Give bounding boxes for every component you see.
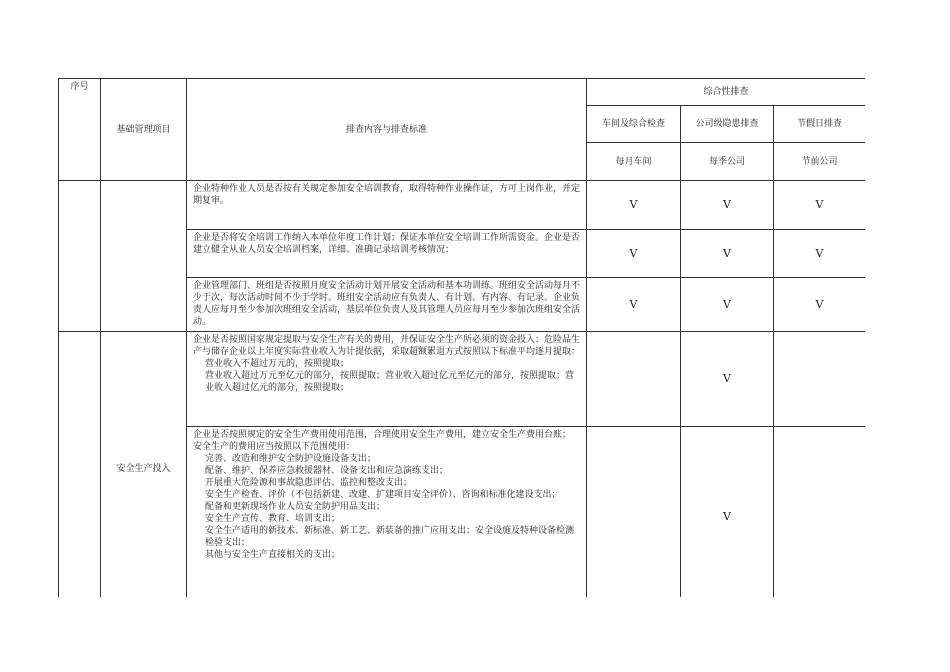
header-content-standard: 排查内容与排查标准: [187, 79, 587, 181]
inspection-table-page: [58, 78, 865, 597]
empty-cell: [774, 332, 866, 427]
row-content: 企业特种作业人员是否按有关规定参加安全培训教育，取得特种作业操作证，方可上岗作业，并定期复审。: [187, 181, 587, 230]
check-mark: V: [774, 230, 866, 278]
freq-pre-holiday-company: 节前公司: [774, 143, 866, 181]
empty-cell: [774, 427, 866, 598]
header-company-inspection: 公司级隐患排查: [681, 106, 774, 143]
serial-cell: [59, 332, 101, 598]
check-mark: V: [681, 332, 774, 427]
check-mark: V: [681, 230, 774, 278]
table-row: [59, 332, 866, 427]
check-mark: V: [681, 278, 774, 332]
freq-quarterly-company: 每季公司: [681, 143, 774, 181]
check-mark: V: [587, 278, 681, 332]
check-mark: V: [587, 181, 681, 230]
item-cell: [101, 181, 187, 332]
check-mark: V: [774, 181, 866, 230]
check-mark: V: [774, 278, 866, 332]
check-mark: V: [681, 427, 774, 598]
check-mark: V: [587, 230, 681, 278]
header-holiday-inspection: 节假日排查: [774, 106, 866, 143]
header-serial-no: 序号: [59, 79, 101, 181]
empty-cell: [587, 332, 681, 427]
header-workshop-inspection: 车间及综合检查: [587, 106, 681, 143]
freq-monthly-workshop: 每月车间: [587, 143, 681, 181]
empty-cell: [587, 427, 681, 598]
check-mark: V: [681, 181, 774, 230]
table-row: [59, 181, 866, 230]
row-content: 企业是否按照规定的安全生产费用使用范围，合理使用安全生产费用，建立安全生产费用台账； 安全生产的费用应当按照以下范围使用： 完善、改造和维护安全防护设施设备支出； 配备、维护、保养应急救援器材、设备支出和应急演练支出； 开展重大危险源和事故隐患评估、监控和整改支出； 安全生产检查、评价（不包括新建、改建、扩建项目安全评价）、咨询和标准化建设支出； 配备和更新现场作业人员安全防护用品支出； 安全生产宣传、教育、培训支出； 安全生产适用的新技术、新标准、新工艺、新装备的推广应用支出；安全设施及特种设备检测检验支出； 其他与安全生产直接相关的支出；: [187, 427, 587, 598]
header-basic-item: 基础管理项目: [101, 79, 187, 181]
row-content: 企业是否按照国家规定提取与安全生产有关的费用，并保证安全生产所必须的资金投入；危险品生产与储存企业以上年度实际营业收入为计提依据，采取超额累退方式按照以下标准平均逐月提取： 营业收入不超过万元的，按照提取； 营业收入超过万元至亿元的部分，按照提取；营业收入超过亿元至亿元的部分，按照提取；营业收入超过亿元的部分，按照提取；: [187, 332, 587, 427]
header-comprehensive-inspection: 综合性排查: [587, 79, 866, 106]
inspection-table: [58, 78, 865, 597]
item-safety-investment: 安全生产投入: [101, 332, 187, 598]
row-content: 企业管理部门、班组是否按照月度安全活动计划开展安全活动和基本功训练。班组安全活动每月不少于次，每次活动时间不少于学时。班组安全活动应有负责人、有计划、有内容、有记录。企业负责人应每月至少参加次班组安全活动，基层单位负责人及其管理人员应每月至少参加次班组安全活动。: [187, 278, 587, 332]
serial-cell: [59, 181, 101, 332]
row-content: 企业是否将安全培训工作纳入本单位年度工作计划；保证本单位安全培训工作所需资金。企业是否建立健全从业人员安全培训档案，详细、准确记录培训考核情况；: [187, 230, 587, 278]
